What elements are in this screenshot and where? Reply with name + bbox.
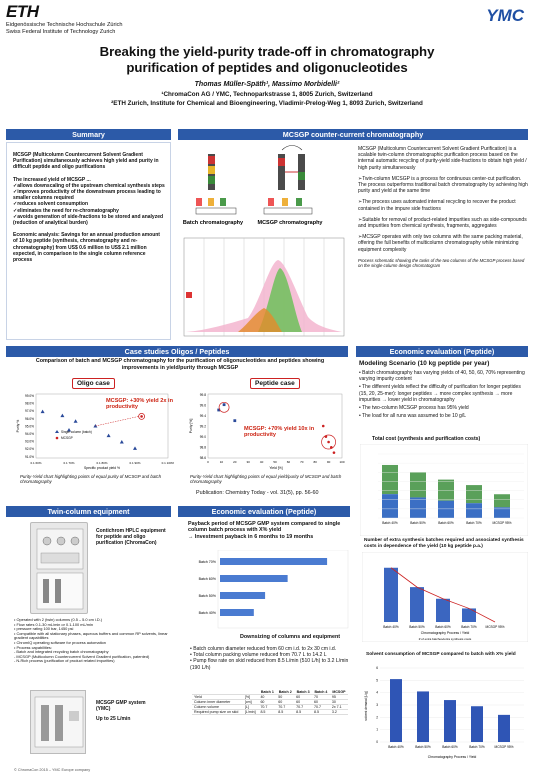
mcsgp-bullet: ➢Suitable for removal of product-related impurities such as side-compounds and impurities from chemical synthesis, fragments, aggregates — [358, 216, 527, 230]
peptide-ytick: 99.0 — [199, 435, 206, 439]
oligo-mcsgp-point — [140, 415, 143, 418]
oligo-case-label: Oligo case — [72, 378, 115, 389]
payback-text — [188, 521, 352, 540]
gmp-system-image — [30, 690, 86, 754]
table-header-cell: Batch 1 — [258, 690, 276, 695]
peptide-xtick: 100 — [339, 460, 345, 464]
downsize-bullet: • Batch column diameter reduced from 60 cm i.d. to 2x 30 cm i.d. — [190, 646, 337, 652]
table-cell: 40 — [258, 695, 276, 700]
mcsgp-bullet: ➢The process uses automated internal recycling to recover the product contained in the impure side fractions — [358, 199, 516, 212]
oligo-xlabel: Specific product yield % — [84, 466, 120, 470]
peptide-ytick: 99.6 — [199, 403, 206, 408]
payback-bar — [220, 575, 288, 582]
solvent-ytick: 0 — [376, 740, 378, 744]
cost-xtick: MCSGP 95% — [492, 521, 512, 525]
table-cell: [L/min] — [243, 710, 259, 715]
cost-bar-purification — [410, 497, 426, 518]
peptide-ylabel: Purity [%] — [189, 418, 193, 434]
twin-spec: • pressure rating 100 bar, 1450 psi — [14, 626, 74, 632]
twin-spec: - Batch and integrated recycling batch chromatography — [14, 649, 109, 655]
table-cell: 95 — [330, 695, 348, 700]
solvent-xlabel: Chromatography Process / Yield — [427, 755, 477, 759]
runs-xtick: Batch 40% — [383, 625, 399, 629]
gmp-caption — [96, 700, 156, 722]
case-intro: Comparison of batch and MCSGP chromatography for the purification of oligonucleotides and peptides showing improvements in yield/purity through MCSGP — [35, 358, 325, 371]
cost-bar-synthesis — [410, 472, 426, 497]
summary-item: ✓reduces solvent consumption — [13, 201, 89, 208]
footer: © ChromaCon 2015 – YMC Europe company — [14, 768, 91, 772]
payback-bar — [220, 558, 327, 565]
mcsgp-header: MCSGP counter-current chromatography — [178, 129, 528, 140]
oligo-caption: Purity-Yield chart highlighting points of equal purity of MCSGP and batch chromatography — [20, 474, 162, 485]
oligo-ytick: 92.0% — [24, 447, 34, 452]
cost-bar-synthesis — [466, 485, 482, 503]
peptide-xlabel: Yield [%] — [269, 466, 283, 470]
peptide-mcsgp-point — [327, 441, 330, 444]
econ1-bullet: • Batch chromatography has varying yields of 40, 50, 60, 70% representing varying impurity content — [359, 370, 525, 383]
table-cell: 30 — [330, 700, 348, 705]
downsize-bullets — [190, 646, 354, 671]
table-cell: 60 — [294, 700, 312, 705]
peptide-xtick: 40 — [259, 460, 264, 464]
runs-bar — [462, 608, 476, 622]
summary-item: ✓improves productivity of the downstream process leading to smaller columns required — [13, 189, 161, 202]
table-cell: Required pump size on skid — [192, 710, 243, 715]
poster-title — [0, 44, 534, 76]
summary-panel — [6, 142, 171, 340]
solvent-ytick: 2 — [376, 715, 378, 720]
downsize-table — [192, 690, 348, 715]
payback-bar-label: Batch 60% — [198, 577, 216, 581]
mcsgp-diagram — [178, 142, 350, 342]
peptide-ytick: 99.8 — [199, 393, 206, 397]
peptide-xtick: 90 — [326, 460, 331, 464]
cost-bar-purification — [382, 494, 398, 518]
oligo-ytick: 93.0% — [24, 439, 34, 444]
payback-bar-label: Batch 40% — [198, 611, 216, 615]
oligo-xtick: 0.1 60% — [30, 461, 42, 465]
contichrom-caption: Contichrom HPLC equipment for peptide and oligo purification (ChromaCon) — [96, 528, 166, 546]
peptide-xtick: 30 — [246, 460, 250, 464]
cost-xtick: Batch 60% — [438, 521, 454, 525]
mcsgp-bullet: ➢Twin-column MCSGP is a process for continuous center-cut purification. The process outperforms traditional batch chromatography by achieving high purity and yield at the same time — [358, 175, 528, 195]
eth-subtitle-en: Swiss Federal Institute of Technology Zurich — [6, 29, 116, 35]
runs-legend: # of extra batches/extra synthesis costs — [418, 637, 472, 641]
peptide-xtick: 60 — [286, 460, 291, 464]
title-line-1: Breaking the yield-purity trade-off in chromatography — [99, 44, 435, 59]
twin-spec: - N-Rich process (purification of product related impurities) — [14, 658, 115, 664]
table-cell: 60 — [276, 700, 294, 705]
affiliation-1: ¹ChromaCon AG / YMC, Technoparkstrasse 1, 8005 Zurich, Switzerland — [161, 91, 373, 98]
peptide-xtick: 70 — [300, 460, 304, 464]
peptide-ytick: 99.4 — [199, 414, 206, 418]
oligo-legend-label: Single column (batch) — [61, 430, 92, 435]
solvent-ytick: 1 — [376, 727, 378, 732]
payback-line-2: → Investment payback in 6 months to 19 months — [188, 533, 314, 540]
summary-item: ✓allows downscaling of the upstream chemical synthesis steps — [13, 182, 165, 189]
oligo-ytick: 98.0% — [24, 401, 34, 406]
cost-bar-synthesis — [494, 494, 510, 507]
oligo-xtick: 0.1 90% — [129, 461, 141, 465]
peptide-xtick: 0 — [207, 460, 209, 464]
eth-subtitle-de: Eidgenössische Technische Hochschule Zürich — [6, 22, 123, 28]
cost-xtick: Batch 40% — [382, 521, 398, 525]
table-cell: 70.7 — [312, 705, 330, 710]
table-cell: 8.5 — [294, 710, 312, 715]
table-header-cell: Batch 4 — [312, 690, 330, 695]
downsize-title: Downsizing of columns and equipment — [240, 634, 341, 640]
peptide-note: MCSGP: +70% yield 10x in productivity — [244, 426, 315, 439]
table-cell: 8.5 — [312, 710, 330, 715]
runs-bar — [410, 587, 424, 622]
runs-chart — [362, 552, 528, 642]
cost-bar-purification — [466, 503, 482, 518]
table-cell: [cm] — [243, 700, 259, 705]
peptide-caption: Purity-Yield chart highlighting points of equal yield/purity of MCSGP and batch chromatography — [190, 474, 342, 485]
oligo-ylabel: Purity % — [16, 419, 20, 433]
oligo-ytick: 94.0% — [24, 432, 34, 436]
summary-p1: MCSGP (Multicolumn Countercurrent Solvent Gradient Purification) simultaneously achieves high yield and purity in difficult peptide and oligo purifications — [13, 152, 159, 171]
batch-chromatography-label: Batch chromatography — [182, 220, 244, 226]
peptide-mcsgp-point — [333, 451, 336, 454]
runs-xtick: Batch 60% — [435, 625, 451, 629]
peptide-ytick: 98.6 — [199, 456, 206, 460]
solvent-ytick: 6 — [376, 666, 378, 670]
table-cell: 8.5 — [258, 710, 276, 715]
table-cell: 70.7 — [276, 705, 294, 710]
solvent-xtick: Batch 70% — [469, 745, 485, 749]
oligo-ytick: 97.0% — [24, 409, 34, 414]
payback-bar — [220, 592, 265, 599]
twin-specs — [14, 618, 172, 664]
twin-spec: • ChromIQ operating software for process automation — [14, 639, 106, 645]
table-header-cell: MCSGP — [330, 690, 348, 695]
runs-bar — [436, 599, 450, 622]
solvent-bar — [498, 715, 510, 742]
peptide-xtick: 80 — [313, 460, 317, 464]
table-cell: 50 — [276, 695, 294, 700]
oligo-ytick: 91.0% — [24, 454, 34, 459]
cost-xtick: Batch 70% — [466, 521, 482, 525]
twin-spec: • Operated with 2 (twin) columns (0.5 – 5.0 cm i.D.) — [14, 617, 103, 622]
oligo-xtick: 0.1 100% — [161, 461, 174, 465]
payback-line-1: Payback period of MCSGP GMP system compared to single column batch process with X% yield — [188, 521, 341, 534]
twin-spec: • Process capabilities: — [14, 644, 52, 650]
econ1-subtitle: Modeling Scenario (10 kg peptide per year) — [359, 360, 490, 367]
payback-bar-label: Batch 50% — [198, 594, 216, 598]
econ2-header: Economic evaluation (Peptide) — [178, 506, 350, 517]
mcsgp-intro: MCSGP (Multicolumn Countercurrent Solvent Gradient Purification) is a scalable twin-column chromatographic purification process based on the internal automatic recycling of purity-yield side-fractions to obtain high yield / high purity simultaneously — [358, 146, 527, 171]
table-header-cell: Batch 3 — [294, 690, 312, 695]
runs-chart-title: Number of extra synthesis batches required and associated synthesis costs in dependence of the yield (10 kg peptide p.a.) — [364, 538, 524, 549]
affiliation-2: ²ETH Zurich, Institute for Chemical and Bioengineering, Vladimir-Prelog-Weg 1, 8093 Zurich, Switzerland — [111, 100, 423, 107]
gmp-spec: Up to 25 L/min — [96, 716, 131, 722]
table-cell: 60 — [258, 700, 276, 705]
peptide-xtick: 50 — [273, 460, 277, 464]
solvent-xtick: Batch 50% — [415, 745, 431, 749]
table-cell: 60 — [312, 700, 330, 705]
cost-bar-synthesis — [382, 465, 398, 494]
table-cell: 8.5 — [276, 710, 294, 715]
downsize-bullet: • Pump flow rate on skid reduced from 8.5 L/min (510 L/h) to 3.2 L/min (190 L/h) — [190, 658, 349, 671]
solvent-ytick: 3 — [376, 703, 378, 707]
runs-xtick: MCSGP 95% — [485, 625, 505, 629]
solvent-chart — [362, 662, 528, 764]
cost-chart — [360, 444, 528, 536]
table-cell: 2x 7.1 — [330, 705, 348, 710]
twin-spec: • Compatible with all stationary phases, aqueous buffers and common RP solvents, linear gradient capabilities — [14, 630, 168, 641]
cost-bar-purification — [438, 501, 454, 518]
solvent-ytick: 5 — [376, 678, 378, 683]
payback-bar-label: Batch 70% — [198, 560, 216, 564]
table-cell: 3.2 — [330, 710, 348, 715]
solvent-ytick: 4 — [376, 690, 378, 695]
oligo-xtick: 0.1 80% — [96, 461, 108, 465]
table-cell: [L] — [243, 705, 259, 710]
table-header-cell: Batch 2 — [276, 690, 294, 695]
econ1-bullet: • The two-column MCSGP process has 95% yield — [359, 405, 469, 412]
mcsgp-bullet: ➢MCSGP operates with only two columns with the same packing material, offering the full benefits of multicolumn chromatography while minimizing equipment complexity — [358, 234, 523, 253]
summary-item: ✓eliminates the need for re-chromatography — [13, 207, 119, 214]
summary-item: ✓avoids generation of side-fractions to be stored and analyzed (reduction of analytical burden) — [13, 213, 164, 227]
summary-p3: Economic analysis: Savings for an annual production amount of 10 kg peptide (synthesis, chromatography and re-chromatography) from US$ 0.6 million to US$ 2.1 million expected, in comparison to the single column reference process — [13, 232, 160, 264]
peptide-ytick: 98.8 — [199, 445, 206, 450]
solvent-bar — [390, 679, 402, 742]
table-row — [192, 710, 348, 715]
solvent-chart-title: Solvent consumption of MCSGP compared to batch with X% yield — [366, 652, 516, 657]
payback-chart — [190, 550, 350, 630]
oligo-legend-label: MCSGP — [61, 436, 73, 441]
table-cell: 70.7 — [294, 705, 312, 710]
peptide-xtick: 10 — [219, 460, 224, 464]
case-header: Case studies Oligos / Peptides — [6, 346, 348, 357]
title-line-2: purification of peptides and oligonucleotides — [126, 60, 408, 75]
contichrom-image — [30, 522, 88, 614]
mcsgp-chromatography-label: MCSGP chromatography — [257, 220, 323, 226]
table-cell: 60 — [294, 695, 312, 700]
econ1-text — [359, 360, 529, 419]
twin-header: Twin-column equipment — [6, 506, 171, 517]
runs-xtick: Batch 50% — [409, 625, 425, 629]
runs-xlabel: Chromatography Process / Yield — [420, 631, 470, 635]
mcsgp-caption: Process schematic showing the tasks of the two columns of the MCSGP process based on the single column design chromatogram — [358, 257, 525, 269]
solvent-xtick: Batch 40% — [388, 745, 404, 749]
authors: Thomas Müller-Späth¹, Massimo Morbidelli² — [194, 81, 340, 88]
mcsgp-text — [358, 146, 530, 268]
table-cell: Column volume — [192, 705, 243, 710]
solvent-xtick: MCSGP 95% — [494, 745, 514, 749]
publication: Publication: Chemistry Today - vol. 31(5), pp. 56-60 — [196, 490, 319, 496]
solvent-xtick: Batch 60% — [442, 745, 458, 749]
solvent-bar — [471, 706, 483, 742]
peptide-case-label: Peptide case — [250, 378, 300, 389]
oligo-ytick: 96.0% — [24, 416, 34, 421]
oligo-ytick: 99.0% — [24, 394, 34, 398]
table-cell: Column inner diameter — [192, 700, 243, 705]
solvent-bar — [444, 700, 456, 742]
econ1-header: Economic evaluation (Peptide) — [356, 346, 528, 357]
oligo-xtick: 0.1 70% — [63, 461, 75, 465]
table-cell: 70 — [312, 695, 330, 700]
solvent-ylabel: solvent demand [L/g] — [364, 691, 368, 721]
ymc-logo: YMC — [486, 6, 524, 25]
table-cell: [%] — [243, 695, 259, 700]
twin-spec: - MCSGP (Multicolumn Countercurrent Solvent Gradient purification, patented) — [14, 653, 150, 659]
mcsgp-schematic — [178, 142, 350, 342]
cost-xtick: Batch 50% — [410, 521, 426, 525]
downsize-bullet: • Total column packing volume reduced from 70.7 L to 14.2 L — [190, 652, 327, 659]
payback-bar — [220, 609, 254, 616]
summary-header: Summary — [6, 129, 171, 140]
runs-bar — [384, 568, 398, 622]
peptide-xtick: 20 — [233, 460, 237, 464]
table-cell: Yield — [192, 695, 243, 700]
gmp-label: MCSGP GMP system (YMC) — [96, 700, 146, 712]
summary-p2-title: The increased yield of MCSGP ... — [13, 176, 91, 183]
runs-xtick: Batch 70% — [461, 625, 477, 629]
peptide-ytick: 99.2 — [199, 424, 206, 429]
cost-bar-synthesis — [438, 480, 454, 501]
solvent-bar — [417, 691, 429, 742]
oligo-legend-marker — [56, 437, 59, 440]
table-cell: 70.7 — [258, 705, 276, 710]
econ1-bullet: • The different yields reflect the difficulty of purification for longer peptides (15, 20, 25-mer): longer peptides → more complex synthesis → more impurities → lower yield in chromatography — [359, 384, 521, 403]
eth-logo: ETH — [6, 2, 39, 21]
econ1-bullet: • The load for all runs was assumed to be 10 g/L — [359, 413, 466, 420]
peptide-batch-point — [223, 403, 226, 406]
peptide-batch-point — [233, 419, 236, 422]
twin-spec: • Flow rates 0.1-30 mL/min or 0.1-100 mL/min — [14, 621, 93, 627]
oligo-ytick: 95.0% — [24, 424, 34, 429]
oligo-note: MCSGP: +30% yield 2x in productivity — [106, 398, 173, 411]
cost-chart-title: Total cost (synthesis and purification costs) — [372, 436, 481, 442]
